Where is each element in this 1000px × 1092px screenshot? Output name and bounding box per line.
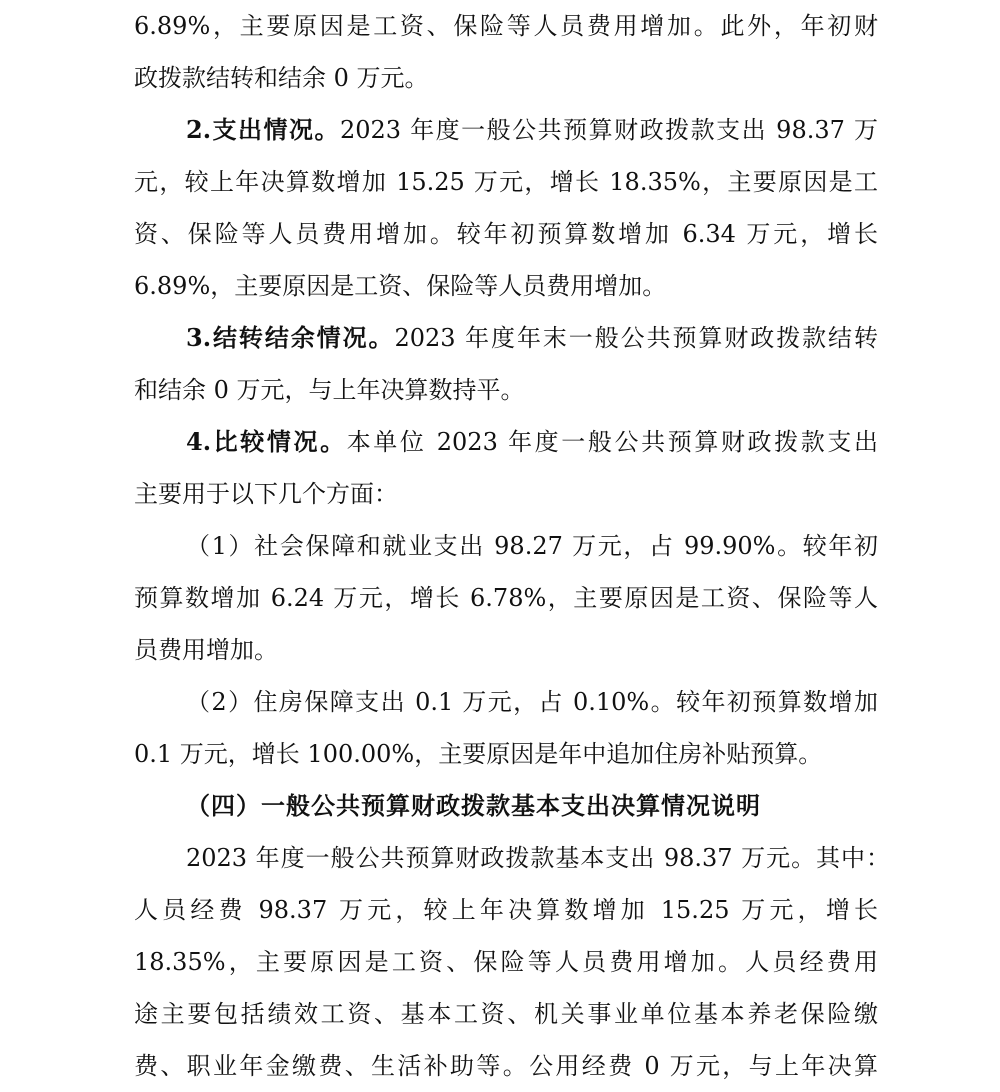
- paragraph-line: 费、职业年金缴费、生活补助等。公用经费 0 万元，与上年决算: [134, 1052, 878, 1080]
- comparison-title: 4.比较情况。: [186, 427, 347, 456]
- paragraph-line: 资、保险等人员费用增加。较年初预算数增加 6.34 万元，增长: [134, 220, 878, 248]
- expenditure-paragraph-first-line: [186, 104, 878, 156]
- paragraph-line: 0.1 万元，增长 100.00%，主要原因是年中追加住房补贴预算。: [134, 740, 823, 768]
- paragraph-line: 和结余 0 万元，与上年决算数持平。: [134, 376, 525, 404]
- paragraph-line: 6.89%，主要原因是工资、保险等人员费用增加。: [134, 272, 667, 300]
- comparison-text: 本单位 2023 年度一般公共预算财政拨款支出: [346, 428, 878, 456]
- basic-paragraph-first-line: 2023 年度一般公共预算财政拨款基本支出 98.37 万元。其中：: [186, 844, 890, 872]
- carryover-title: 3.结转结余情况。: [186, 323, 395, 352]
- expenditure-text: 2023 年度一般公共预算财政拨款支出 98.37 万: [340, 116, 878, 144]
- comparison-paragraph-first-line: [186, 416, 878, 468]
- section-heading: （四）一般公共预算财政拨款基本支出决算情况说明: [186, 792, 761, 820]
- expenditure-title: 2.支出情况。: [186, 115, 340, 144]
- paragraph-line: 6.89%，主要原因是工资、保险等人员费用增加。此外，年初财: [134, 12, 878, 40]
- carryover-paragraph-first-line: [186, 312, 878, 364]
- paragraph-line: 员费用增加。: [134, 636, 278, 664]
- item2-first-line: （2）住房保障支出 0.1 万元，占 0.10%。较年初预算数增加: [186, 688, 878, 716]
- paragraph-line: 18.35%，主要原因是工资、保险等人员费用增加。人员经费用: [134, 948, 878, 976]
- paragraph-line: 人员经费 98.37 万元，较上年决算数增加 15.25 万元，增长: [134, 896, 878, 924]
- paragraph-line: 政拨款结转和结余 0 万元。: [134, 64, 429, 92]
- paragraph-line: 途主要包括绩效工资、基本工资、机关事业单位基本养老保险缴: [134, 1000, 878, 1028]
- item1-first-line: （1）社会保障和就业支出 98.27 万元，占 99.90%。较年初: [186, 532, 878, 560]
- paragraph-line: 主要用于以下几个方面：: [134, 480, 398, 508]
- paragraph-line: 元，较上年决算数增加 15.25 万元，增长 18.35%，主要原因是工: [134, 168, 878, 196]
- paragraph-line: 预算数增加 6.24 万元，增长 6.78%，主要原因是工资、保险等人: [134, 584, 878, 612]
- carryover-text: 2023 年度年末一般公共预算财政拨款结转: [394, 324, 878, 352]
